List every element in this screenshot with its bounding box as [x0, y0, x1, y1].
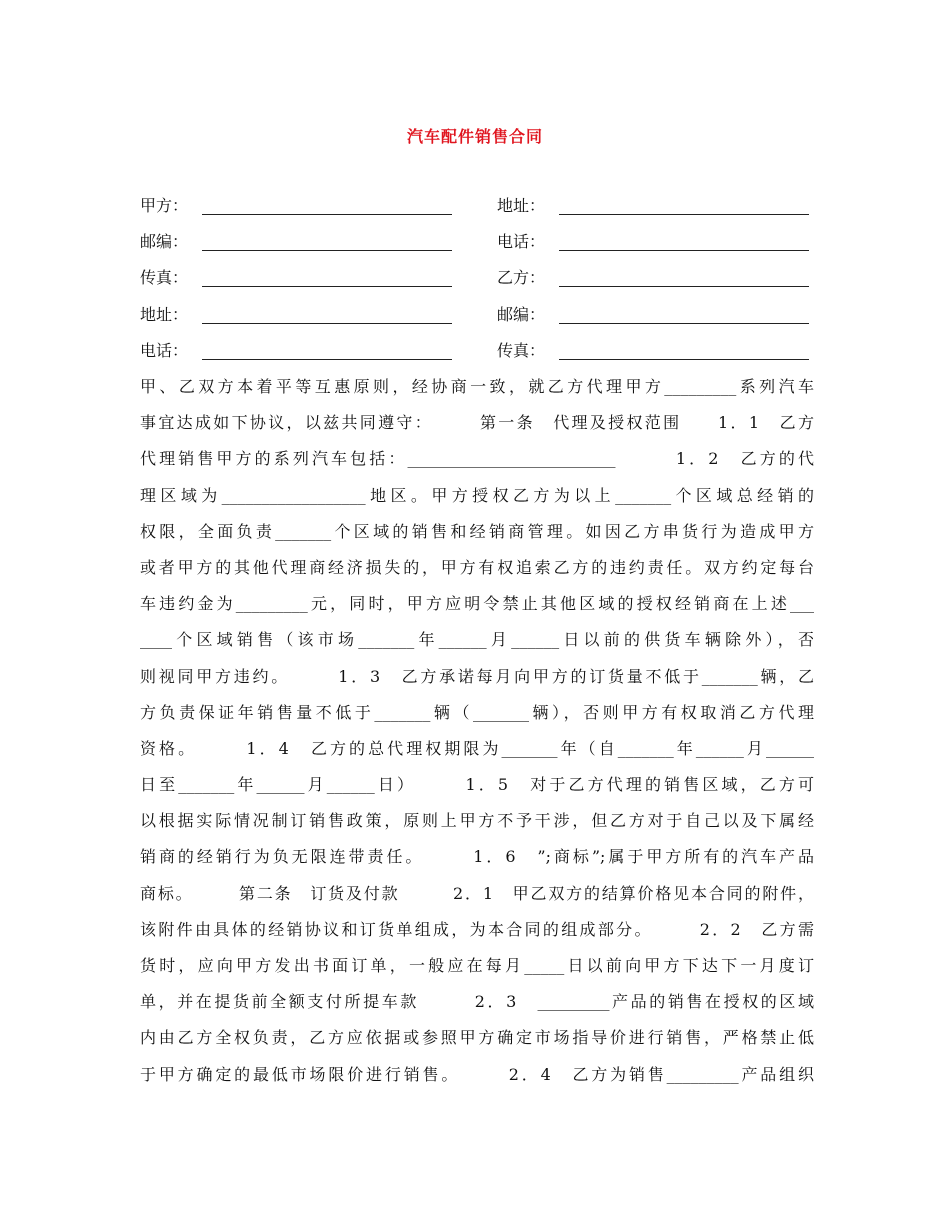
fill-in-blank: [559, 359, 809, 360]
body-line: 则视同甲方违约。 1．3 乙方承诺每月向甲方的订货量不低于_______辆，乙: [140, 666, 814, 686]
fill-in-blank: [202, 214, 452, 215]
fill-in-blank: [559, 214, 809, 215]
field-label: 电话：: [140, 341, 189, 360]
body-line: 销商的经销行为负无限连带责任。 1．6 ”;商标”;属于甲方所有的汽车产品: [140, 847, 814, 867]
body-line: 或者甲方的其他代理商经济损失的，甲方有权追索乙方的违约责任。双方约定每台: [140, 557, 814, 577]
field-label: 乙方：: [497, 268, 546, 287]
body-line: 甲、乙双方本着平等互惠原则，经协商一致，就乙方代理甲方_________系列汽车: [140, 377, 814, 396]
field-label: 电话：: [497, 232, 546, 251]
body-line: ____个区域销售（该市场_______年______月______日以前的供货车辆除外），否: [140, 630, 814, 650]
fill-in-blank: [559, 286, 809, 287]
fill-in-blank: [559, 250, 809, 251]
fill-in-blank: [202, 286, 452, 287]
field-address-b: [140, 304, 455, 326]
field-fax-b: [497, 340, 812, 362]
field-postcode-b: [497, 304, 812, 326]
body-line: 代理销售甲方的系列汽车包括：__________________________ 1．2 乙方的代: [140, 449, 814, 469]
field-party-b: [497, 267, 812, 289]
field-fax: [140, 267, 455, 289]
body-line: 车违约金为_________元，同时，甲方应明令禁止其他区域的授权经销商在上述___: [140, 594, 814, 614]
field-phone: [497, 231, 812, 253]
field-label: 传真：: [140, 268, 189, 287]
field-label: 邮编：: [497, 305, 546, 324]
body-line: 于甲方确定的最低市场限价进行销售。 2．4 乙方为销售_________产品组织: [140, 1064, 814, 1084]
field-label: 地址：: [140, 305, 189, 324]
field-postcode: [140, 231, 455, 253]
body-line: 理区域为__________________地区。甲方授权乙方为以上_______个区域总经销的: [140, 485, 814, 505]
body-line: 以根据实际情况制订销售政策，原则上甲方不予干涉，但乙方对于自己以及下属经: [140, 811, 814, 831]
body-line: 单，并在提货前全额支付所提车款 2．3 _________产品的销售在授权的区域: [140, 992, 814, 1012]
body-line: 方负责保证年销售量不低于_______辆（_______辆），否则甲方有权取消乙方代理: [140, 702, 814, 722]
field-phone-b: [140, 340, 455, 362]
body-line: 货时，应向甲方发出书面订单，一般应在每月_____日以前向甲方下达下一月度订: [140, 956, 814, 975]
fill-in-blank: [202, 323, 452, 324]
field-label: 地址：: [497, 196, 546, 215]
body-line: 事宜达成如下协议，以兹共同遵守： 第一条 代理及授权范围 1．1 乙方: [140, 413, 814, 433]
body-line: 资格。 1．4 乙方的总代理权期限为_______年（自_______年______月______: [140, 738, 814, 758]
body-line: 商标。 第二条 订货及付款 2．1 甲乙双方的结算价格见本合同的附件，: [140, 883, 814, 903]
body-line: 权限，全面负责_______个区域的销售和经销商管理。如因乙方串货行为造成甲方: [140, 521, 814, 541]
field-label: 甲方：: [140, 196, 189, 215]
field-label: 传真：: [497, 341, 546, 360]
fill-in-blank: [559, 323, 809, 324]
document-title: 汽车配件销售合同: [406, 127, 543, 146]
fill-in-blank: [202, 250, 452, 251]
field-party-a: [140, 195, 455, 217]
body-line: 该附件由具体的经销协议和订货单组成，为本合同的组成部分。 2．2 乙方需: [140, 919, 814, 939]
fill-in-blank: [202, 359, 452, 360]
contract-body: [140, 369, 814, 1093]
field-address: [497, 195, 812, 217]
body-line: 内由乙方全权负责，乙方应依据或参照甲方确定市场指导价进行销售，严格禁止低: [140, 1028, 814, 1048]
body-line: 日至_______年______月______日） 1．5 对于乙方代理的销售区域，乙方可: [140, 775, 814, 795]
field-label: 邮编：: [140, 232, 189, 251]
